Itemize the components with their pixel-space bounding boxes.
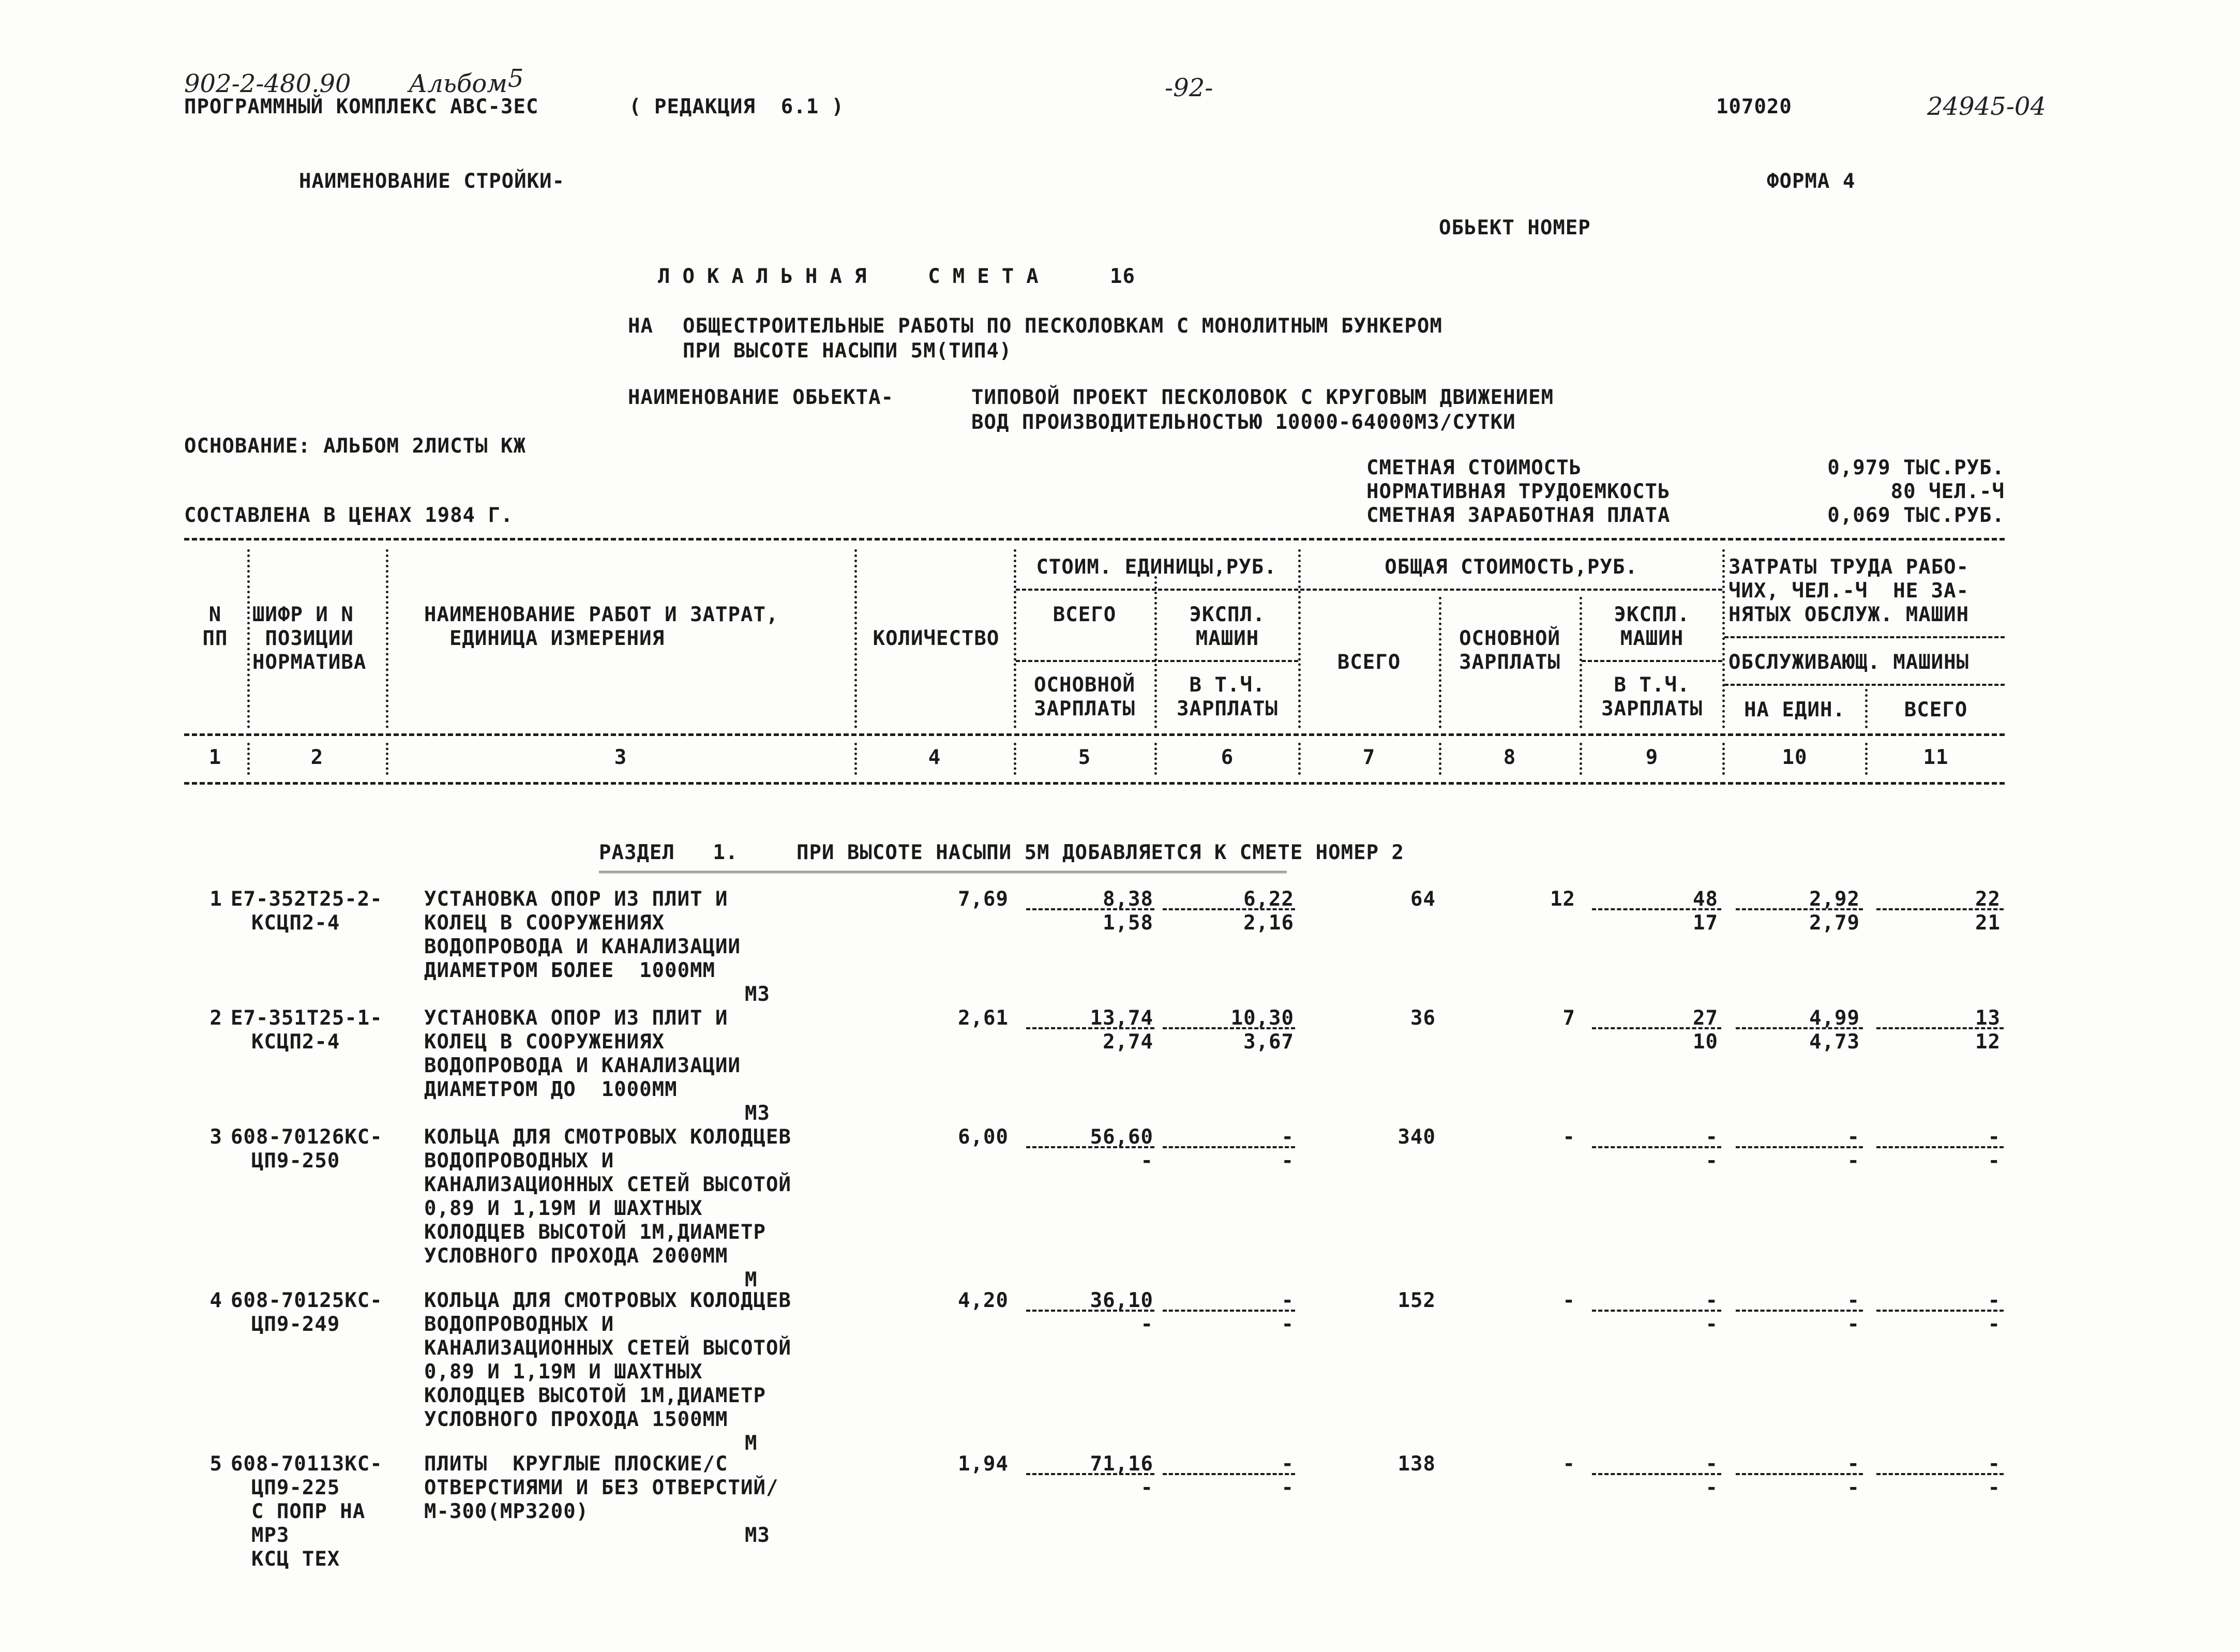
col-separator [1865, 743, 1868, 775]
header-unit-cost: СТОИМ. ЕДИНИЦЫ,РУБ. [1036, 555, 1277, 579]
row-number: 2 [209, 1007, 222, 1030]
row-unit-incl-wage: 2,16 [1243, 911, 1294, 935]
header-unit-incl-wage: В Т.Ч. ЗАРПЛАТЫ [1177, 673, 1278, 720]
row-work-name: ВОДОПРОВОДА И КАНАЛИЗАЦИИ [424, 1054, 741, 1077]
header-labor-unit: НА ЕДИН. [1744, 698, 1845, 722]
header-n: N ПП [202, 603, 228, 650]
work-title-line2: ПРИ ВЫСОТЕ НАСЫПИ 5М(ТИП4) [683, 339, 1012, 363]
column-number: 2 [310, 746, 324, 769]
row-labor-total: - [1988, 1125, 2001, 1149]
col-separator [1865, 689, 1868, 728]
section-label: РАЗДЕЛ 1. [599, 841, 739, 864]
row-work-name: УСЛОВНОГО ПРОХОДА 1500ММ [424, 1408, 728, 1431]
doc-code: 107020 [1716, 95, 1792, 118]
row-work-name: КОЛЕЦ В СООРУЖЕНИЯХ [424, 1030, 665, 1054]
album-code: 902-2-480.90 [184, 69, 351, 98]
row-divider [1026, 1473, 1154, 1475]
program-edition: ( РЕДАКЦИЯ 6.1 ) [629, 95, 845, 118]
basis-line: ОСНОВАНИЕ: АЛЬБОМ 2ЛИСТЫ КЖ [184, 434, 526, 458]
row-total-all: 340 [1397, 1125, 1436, 1149]
row-labor-total: 22 [1975, 888, 2001, 911]
column-number: 4 [928, 746, 941, 769]
row-number: 5 [209, 1452, 222, 1476]
row-quantity: 2,61 [958, 1007, 1009, 1030]
row-unit-machines: 6,22 [1243, 888, 1294, 911]
header-labor-service: ОБСЛУЖИВАЮЩ. МАШИНЫ [1728, 651, 1970, 674]
title-na: НА [628, 314, 653, 338]
header-total-all: ВСЕГО [1337, 651, 1401, 674]
col-separator [1722, 549, 1725, 728]
summary-cost-label: СМЕТНАЯ СТОИМОСТЬ [1366, 456, 1582, 479]
row-divider [1163, 1473, 1295, 1475]
column-number: 5 [1078, 746, 1091, 769]
header-unit-base-wage: ОСНОВНОЙ ЗАРПЛАТЫ [1034, 673, 1135, 720]
object-number-label: ОБЬЕКТ НОМЕР [1439, 216, 1591, 239]
row-work-name: КОЛЕЦ В СООРУЖЕНИЯХ [424, 911, 665, 935]
row-total-machines: - [1705, 1289, 1718, 1312]
program-name: ПРОГРАММНЫЙ КОМПЛЕКС АВС-3ЕС [184, 95, 539, 118]
row-labor-unit: 2,92 [1809, 888, 1860, 911]
header-code: ШИФР И N ПОЗИЦИИ НОРМАТИВА [252, 603, 367, 674]
construction-label: НАИМЕНОВАНИЕ СТРОЙКИ- [299, 170, 565, 193]
document-title: ЛОКАЛЬНАЯ СМЕТА [658, 265, 1051, 288]
doc-stamp: 24945-04 [1927, 92, 2046, 121]
row-code: КСЦП2-4 [251, 911, 340, 935]
row-work-name: УСТАНОВКА ОПОР ИЗ ПЛИТ И [424, 888, 728, 911]
header-unit-machines: ЭКСПЛ. МАШИН [1189, 603, 1266, 650]
col-separator [1298, 549, 1301, 728]
row-unit-machines: 10,30 [1230, 1007, 1294, 1030]
row-work-name: КОЛЬЦА ДЛЯ СМОТРОВЫХ КОЛОДЦЕВ [424, 1125, 791, 1149]
row-work-name: КОЛОДЦЕВ ВЫСОТОЙ 1М,ДИАМЕТР [424, 1384, 766, 1407]
header-inner-rule [1016, 660, 1298, 662]
row-labor-service-total: - [1988, 1313, 2001, 1336]
row-labor-service-unit: - [1847, 1313, 1860, 1336]
row-work-name: ОТВЕРСТИЯМИ И БЕЗ ОТВЕРСТИЙ/ [424, 1476, 779, 1499]
header-top-rule [184, 538, 2005, 540]
row-unit: М3 [745, 1524, 770, 1547]
header-inner-rule [1300, 589, 1722, 591]
row-code: 608-70125КС- [231, 1289, 383, 1312]
header-total-cost: ОБЩАЯ СТОИМОСТЬ,РУБ. [1385, 555, 1638, 579]
row-code: 608-70113КС- [231, 1452, 383, 1476]
header-total-base-wage: ОСНОВНОЙ ЗАРПЛАТЫ [1459, 627, 1560, 674]
col-separator [1439, 597, 1441, 728]
row-work-name: КАНАЛИЗАЦИОННЫХ СЕТЕЙ ВЫСОТОЙ [424, 1336, 791, 1360]
col-separator [1014, 549, 1016, 728]
summary-labor-label: НОРМАТИВНАЯ ТРУДОЕМКОСТЬ [1366, 480, 1671, 503]
summary-wage-value: 0,069 ТЫС.РУБ. [1827, 504, 2005, 527]
row-unit-total: 71,16 [1090, 1452, 1153, 1476]
column-number: 7 [1362, 746, 1376, 769]
row-work-name: ДИАМЕТРОМ БОЛЕЕ 1000ММ [424, 959, 716, 982]
row-unit-base-wage: - [1140, 1313, 1153, 1336]
row-divider [1163, 1310, 1295, 1312]
row-work-name: КАНАЛИЗАЦИОННЫХ СЕТЕЙ ВЫСОТОЙ [424, 1173, 791, 1196]
header-total-machines: ЭКСПЛ. МАШИН [1614, 603, 1690, 650]
summary-cost-value: 0,979 ТЫС.РУБ. [1827, 456, 2005, 479]
row-divider [1026, 1027, 1154, 1029]
row-unit-total: 13,74 [1090, 1007, 1153, 1030]
row-quantity: 7,69 [958, 888, 1009, 911]
row-divider [1592, 1146, 1721, 1148]
row-divider [1876, 908, 2004, 910]
row-work-name: УСТАНОВКА ОПОР ИЗ ПЛИТ И [424, 1007, 728, 1030]
row-labor-service-unit: - [1847, 1149, 1860, 1173]
header-inner-rule [1724, 684, 2005, 686]
row-code: ЦП9-249 [251, 1313, 340, 1336]
col-separator [854, 549, 857, 728]
row-unit: М [745, 1432, 758, 1455]
row-unit-incl-wage: 3,67 [1243, 1030, 1294, 1054]
row-number: 3 [209, 1125, 222, 1149]
row-number: 4 [209, 1289, 222, 1312]
row-divider [1736, 1310, 1863, 1312]
row-code: ЦП9-250 [251, 1149, 340, 1173]
header-total-incl-wage: В Т.Ч. ЗАРПЛАТЫ [1601, 673, 1703, 720]
row-work-name: ВОДОПРОВОДНЫХ И [424, 1313, 614, 1336]
row-unit: М3 [745, 1102, 770, 1125]
summary-labor-value: 80 ЧЕЛ.-Ч [1890, 480, 2005, 503]
row-total-base-wage: - [1562, 1452, 1575, 1476]
row-total-incl-wage: - [1705, 1313, 1718, 1336]
header-name: НАИМЕНОВАНИЕ РАБОТ И ЗАТРАТ, ЕДИНИЦА ИЗМЕРЕНИЯ [424, 603, 779, 650]
col-separator [386, 549, 388, 728]
column-number: 10 [1782, 746, 1808, 769]
col-separator [1298, 743, 1301, 775]
row-labor-total: - [1988, 1452, 2001, 1476]
column-number: 11 [1923, 746, 1949, 769]
album-label: Альбом [409, 69, 508, 98]
col-separator [386, 743, 388, 775]
row-labor-total: 13 [1975, 1007, 2001, 1030]
row-labor-service-total: - [1988, 1149, 2001, 1173]
object-label: НАИМЕНОВАНИЕ ОБЬЕКТА- [628, 386, 894, 409]
row-code: ЦП9-225 [251, 1476, 340, 1499]
summary-wage-label: СМЕТНАЯ ЗАРАБОТНАЯ ПЛАТА [1366, 504, 1671, 527]
row-unit: М [745, 1268, 758, 1291]
row-total-all: 64 [1410, 888, 1436, 911]
row-divider [1592, 1027, 1721, 1029]
col-separator [247, 743, 250, 775]
row-divider [1592, 1310, 1721, 1312]
row-unit-total: 36,10 [1090, 1289, 1153, 1312]
row-labor-service-unit: - [1847, 1476, 1860, 1499]
col-separator [1722, 743, 1725, 775]
row-divider [1026, 1310, 1154, 1312]
row-divider [1026, 1146, 1154, 1148]
row-total-base-wage: - [1562, 1125, 1575, 1149]
row-code: С ПОПР НА [251, 1500, 366, 1523]
col-separator [1580, 597, 1582, 728]
column-number: 9 [1645, 746, 1659, 769]
row-total-machines: - [1705, 1452, 1718, 1476]
form-label: ФОРМА 4 [1767, 170, 1856, 193]
row-code: 608-70126КС- [231, 1125, 383, 1149]
row-work-name: ВОДОПРОВОДА И КАНАЛИЗАЦИИ [424, 935, 741, 958]
col-separator [247, 549, 250, 728]
row-divider [1736, 1473, 1863, 1475]
row-code: Е7-351Т25-1- [231, 1007, 383, 1030]
column-number: 6 [1221, 746, 1234, 769]
row-total-machines: 48 [1693, 888, 1718, 911]
col-separator [1154, 576, 1157, 728]
section-title: ПРИ ВЫСОТЕ НАСЫПИ 5М ДОБАВЛЯЕТСЯ К СМЕТЕ НОМЕР 2 [796, 841, 1405, 864]
row-unit-incl-wage: - [1281, 1476, 1294, 1499]
row-unit-total: 56,60 [1090, 1125, 1153, 1149]
album-number: 5 [508, 64, 524, 93]
row-work-name: ПЛИТЫ КРУГЛЫЕ ПЛОСКИЕ/С [424, 1452, 728, 1476]
row-divider [1876, 1473, 2004, 1475]
row-unit-machines: - [1281, 1289, 1294, 1312]
row-unit-base-wage: - [1140, 1476, 1153, 1499]
header-inner-rule [1016, 589, 1298, 591]
row-divider [1736, 1027, 1863, 1029]
column-number: 1 [208, 746, 222, 769]
row-divider [1026, 908, 1154, 910]
row-labor-unit: - [1847, 1452, 1860, 1476]
row-work-name: 0,89 И 1,19М И ШАХТНЫХ [424, 1197, 703, 1220]
row-quantity: 4,20 [958, 1289, 1009, 1312]
row-total-base-wage: - [1562, 1289, 1575, 1312]
row-labor-unit: - [1847, 1289, 1860, 1312]
row-total-machines: 27 [1693, 1007, 1718, 1030]
row-total-all: 36 [1410, 1007, 1436, 1030]
row-unit-incl-wage: - [1281, 1313, 1294, 1336]
row-work-name: КОЛЬЦА ДЛЯ СМОТРОВЫХ КОЛОДЦЕВ [424, 1289, 791, 1312]
row-total-incl-wage: 10 [1693, 1030, 1718, 1054]
row-divider [1876, 1146, 2004, 1148]
prices-line: СОСТАВЛЕНА В ЦЕНАХ 1984 Г. [184, 504, 514, 527]
row-code: МРЗ [251, 1524, 290, 1547]
row-divider [1592, 908, 1721, 910]
row-total-all: 138 [1397, 1452, 1436, 1476]
column-number: 3 [614, 746, 627, 769]
section-underline [599, 871, 1287, 875]
row-labor-service-total: - [1988, 1476, 2001, 1499]
row-unit-base-wage: - [1140, 1149, 1153, 1173]
row-total-base-wage: 12 [1550, 888, 1575, 911]
row-labor-unit: - [1847, 1125, 1860, 1149]
row-work-name: УСЛОВНОГО ПРОХОДА 2000ММ [424, 1244, 728, 1268]
row-unit-base-wage: 2,74 [1103, 1030, 1153, 1054]
header-inner-rule [1724, 636, 2005, 638]
row-divider [1876, 1310, 2004, 1312]
col-separator [854, 743, 857, 775]
row-total-machines: - [1705, 1125, 1718, 1149]
row-divider [1163, 1146, 1295, 1148]
row-quantity: 6,00 [958, 1125, 1009, 1149]
header-unit-total: ВСЕГО [1053, 603, 1117, 626]
row-total-incl-wage: - [1705, 1149, 1718, 1173]
row-code: Е7-352Т25-2- [231, 888, 383, 911]
row-work-name: ВОДОПРОВОДНЫХ И [424, 1149, 614, 1173]
row-divider [1876, 1027, 2004, 1029]
row-labor-service-total: 21 [1975, 911, 2001, 935]
col-separator [1439, 743, 1441, 775]
row-work-name: ДИАМЕТРОМ ДО 1000ММ [424, 1078, 678, 1101]
row-total-all: 152 [1397, 1289, 1436, 1312]
row-quantity: 1,94 [958, 1452, 1009, 1476]
row-labor-total: - [1988, 1289, 2001, 1312]
row-divider [1592, 1473, 1721, 1475]
column-number: 8 [1503, 746, 1516, 769]
row-unit-incl-wage: - [1281, 1149, 1294, 1173]
row-number: 1 [209, 888, 222, 911]
row-total-base-wage: 7 [1562, 1007, 1575, 1030]
row-labor-service-unit: 4,73 [1809, 1030, 1860, 1054]
header-labor: ЗАТРАТЫ ТРУДА РАБО- ЧИХ, ЧЕЛ.-Ч НЕ ЗА- НЯТЫХ ОБСЛУЖ. МАШИН [1728, 555, 1970, 626]
row-labor-service-unit: 2,79 [1809, 911, 1860, 935]
row-divider [1736, 908, 1863, 910]
colnum-bottom-rule [184, 782, 2005, 785]
work-title-line1: ОБЩЕСТРОИТЕЛЬНЫЕ РАБОТЫ ПО ПЕСКОЛОВКАМ С МОНОЛИТНЫМ БУНКЕРОМ [683, 314, 1442, 338]
row-unit-base-wage: 1,58 [1103, 911, 1153, 935]
row-divider [1736, 1146, 1863, 1148]
page-mark: -92- [1165, 73, 1213, 102]
row-code: КСЦ ТЕХ [251, 1548, 340, 1571]
row-divider [1163, 1027, 1295, 1029]
row-code: КСЦП2-4 [251, 1030, 340, 1054]
row-unit-machines: - [1281, 1125, 1294, 1149]
row-unit: М3 [745, 983, 770, 1006]
row-divider [1163, 908, 1295, 910]
header-bottom-rule [184, 733, 2005, 736]
row-labor-unit: 4,99 [1809, 1007, 1860, 1030]
col-separator [1014, 743, 1016, 775]
row-work-name: КОЛОДЦЕВ ВЫСОТОЙ 1М,ДИАМЕТР [424, 1221, 766, 1244]
row-work-name: 0,89 И 1,19М И ШАХТНЫХ [424, 1360, 703, 1384]
header-inner-rule [1582, 660, 1722, 662]
object-line2: ВОД ПРОИЗВОДИТЕЛЬНОСТЬЮ 10000-64000М3/СУТКИ [971, 411, 1516, 434]
header-labor-total: ВСЕГО [1904, 698, 1968, 722]
row-work-name: М-300(МР3200) [424, 1500, 589, 1523]
row-total-incl-wage: 17 [1693, 911, 1718, 935]
document-number: 16 [1110, 265, 1135, 288]
col-separator [1580, 743, 1582, 775]
row-labor-service-total: 12 [1975, 1030, 2001, 1054]
header-qty: КОЛИЧЕСТВО [873, 627, 1000, 650]
row-unit-total: 8,38 [1103, 888, 1153, 911]
row-total-incl-wage: - [1705, 1476, 1718, 1499]
row-unit-machines: - [1281, 1452, 1294, 1476]
col-separator [1154, 743, 1157, 775]
object-line1: ТИПОВОЙ ПРОЕКТ ПЕСКОЛОВОК С КРУГОВЫМ ДВИЖЕНИЕМ [971, 386, 1554, 409]
